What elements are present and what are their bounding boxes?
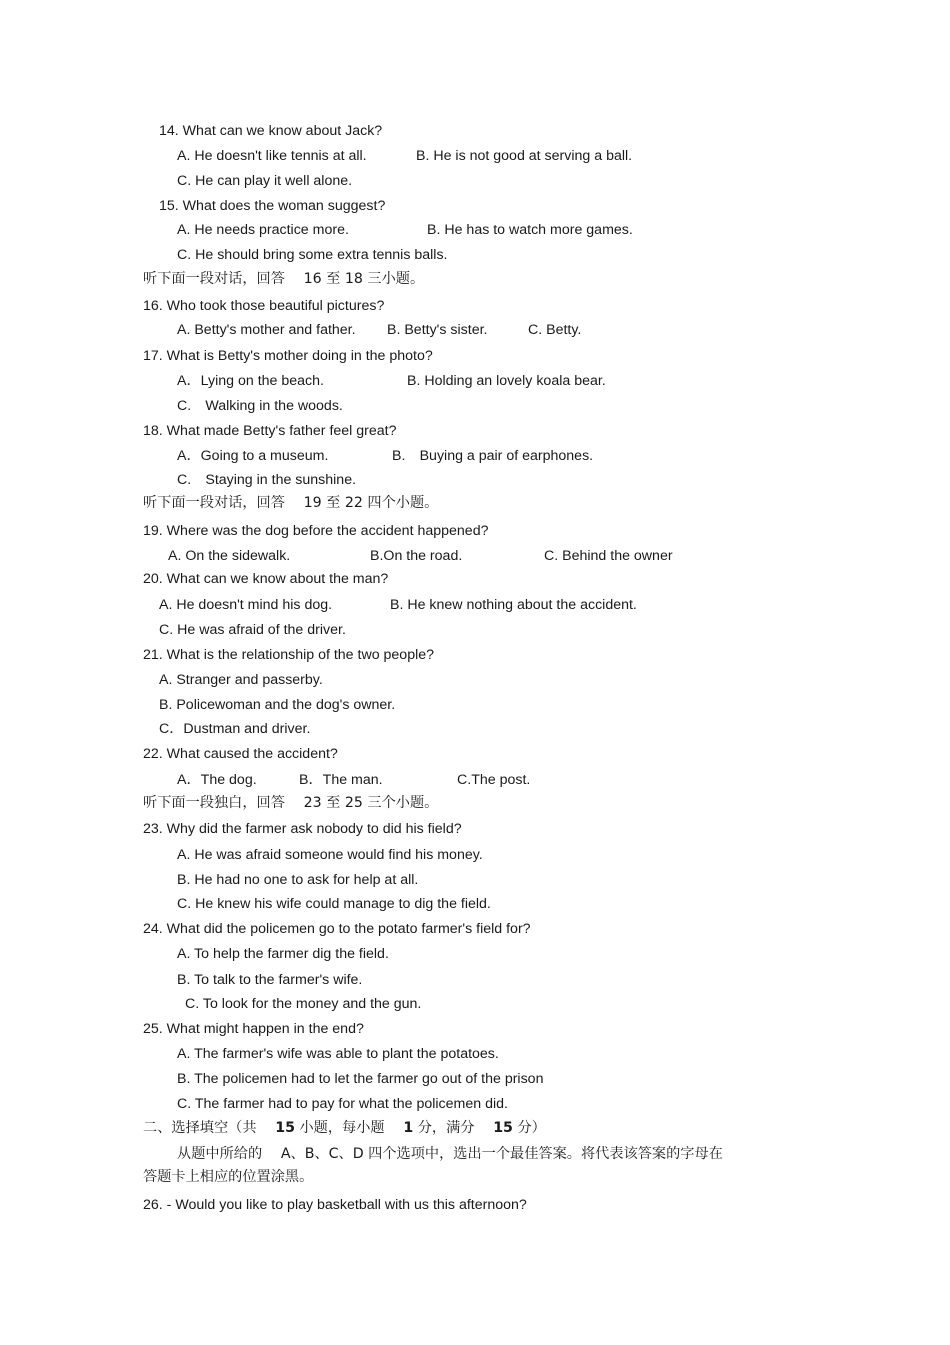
option-22c: C.The post.	[457, 772, 531, 788]
instruction-19-22: 听下面一段对话，回答 19 至 22 四个小题。	[143, 495, 439, 511]
instruction-23-25: 听下面一段独白，回答 23 至 25 三个小题。	[143, 795, 439, 811]
option-24c: C. To look for the money and the gun.	[185, 996, 422, 1012]
question-23: 23. Why did the farmer ask nobody to did his field?	[143, 821, 462, 837]
option-19a: A. On the sidewalk.	[168, 548, 291, 564]
option-16a: A. Betty's mother and father.	[177, 322, 356, 338]
option-24b: B. To talk to the farmer's wife.	[177, 972, 363, 988]
option-19c: C. Behind the owner	[544, 548, 673, 564]
question-19: 19. Where was the dog before the accident happened?	[143, 523, 489, 539]
option-18b: B. Buying a pair of earphones.	[392, 448, 594, 464]
section-2-instruction-line1: 从题中所给的 A、B、C、D 四个选项中，选出一个最佳答案。将代表该答案的字母在	[177, 1146, 723, 1162]
option-22b: B．The man.	[299, 772, 383, 788]
question-21: 21. What is the relationship of the two people?	[143, 647, 435, 663]
option-18a: A．Going to a museum.	[177, 448, 329, 464]
option-15c: C. He should bring some extra tennis balls.	[177, 247, 448, 263]
option-20c: C. He was afraid of the driver.	[159, 622, 346, 638]
option-16b: B. Betty's sister.	[387, 322, 488, 338]
option-14b: B. He is not good at serving a ball.	[416, 148, 633, 164]
option-25a: A. The farmer's wife was able to plant the potatoes.	[177, 1046, 499, 1062]
option-14c: C. He can play it well alone.	[177, 173, 353, 189]
option-15b: B. He has to watch more games.	[427, 222, 633, 238]
option-20a: A. He doesn't mind his dog.	[159, 597, 333, 613]
option-21c: C．Dustman and driver.	[159, 721, 311, 737]
option-23c: C. He knew his wife could manage to dig the field.	[177, 896, 491, 912]
section-2-heading: 二、选择填空（共 15 小题，每小题 1 分，满分 15 分）	[143, 1120, 546, 1136]
question-17: 17. What is Betty's mother doing in the photo?	[143, 348, 433, 364]
question-22: 22. What caused the accident?	[143, 746, 338, 762]
question-14: 14. What can we know about Jack?	[159, 123, 383, 139]
option-17a: A．Lying on the beach.	[177, 373, 324, 389]
option-18c: C. Staying in the sunshine.	[177, 472, 357, 488]
option-23a: A. He was afraid someone would find his money.	[177, 847, 483, 863]
option-23b: B. He had no one to ask for help at all.	[177, 872, 419, 888]
question-15: 15. What does the woman suggest?	[159, 198, 386, 214]
option-21b: B. Policewoman and the dog's owner.	[159, 697, 396, 713]
question-24: 24. What did the policemen go to the potato farmer's field for?	[143, 921, 531, 937]
option-19b: B.On the road.	[370, 548, 463, 564]
instruction-16-18: 听下面一段对话，回答 16 至 18 三小题。	[143, 271, 425, 287]
option-14a: A. He doesn't like tennis at all.	[177, 148, 367, 164]
section-2-instruction-line2: 答题卡上相应的位置涂黑。	[143, 1169, 314, 1185]
option-20b: B. He knew nothing about the accident.	[390, 597, 637, 613]
question-25: 25. What might happen in the end?	[143, 1021, 364, 1037]
question-16: 16. Who took those beautiful pictures?	[143, 298, 385, 314]
question-20: 20. What can we know about the man?	[143, 571, 389, 587]
option-21a: A. Stranger and passerby.	[159, 672, 323, 688]
option-22a: A．The dog.	[177, 772, 257, 788]
option-25b: B. The policemen had to let the farmer go out of the prison	[177, 1071, 544, 1087]
question-26: 26. - Would you like to play basketball with us this afternoon?	[143, 1197, 527, 1213]
option-17b: B. Holding an lovely koala bear.	[407, 373, 606, 389]
question-18: 18. What made Betty's father feel great?	[143, 423, 397, 439]
option-25c: C. The farmer had to pay for what the policemen did.	[177, 1096, 508, 1112]
option-15a: A. He needs practice more.	[177, 222, 349, 238]
option-24a: A. To help the farmer dig the field.	[177, 946, 389, 962]
option-16c: C. Betty.	[528, 322, 582, 338]
option-17c: C. Walking in the woods.	[177, 398, 343, 414]
